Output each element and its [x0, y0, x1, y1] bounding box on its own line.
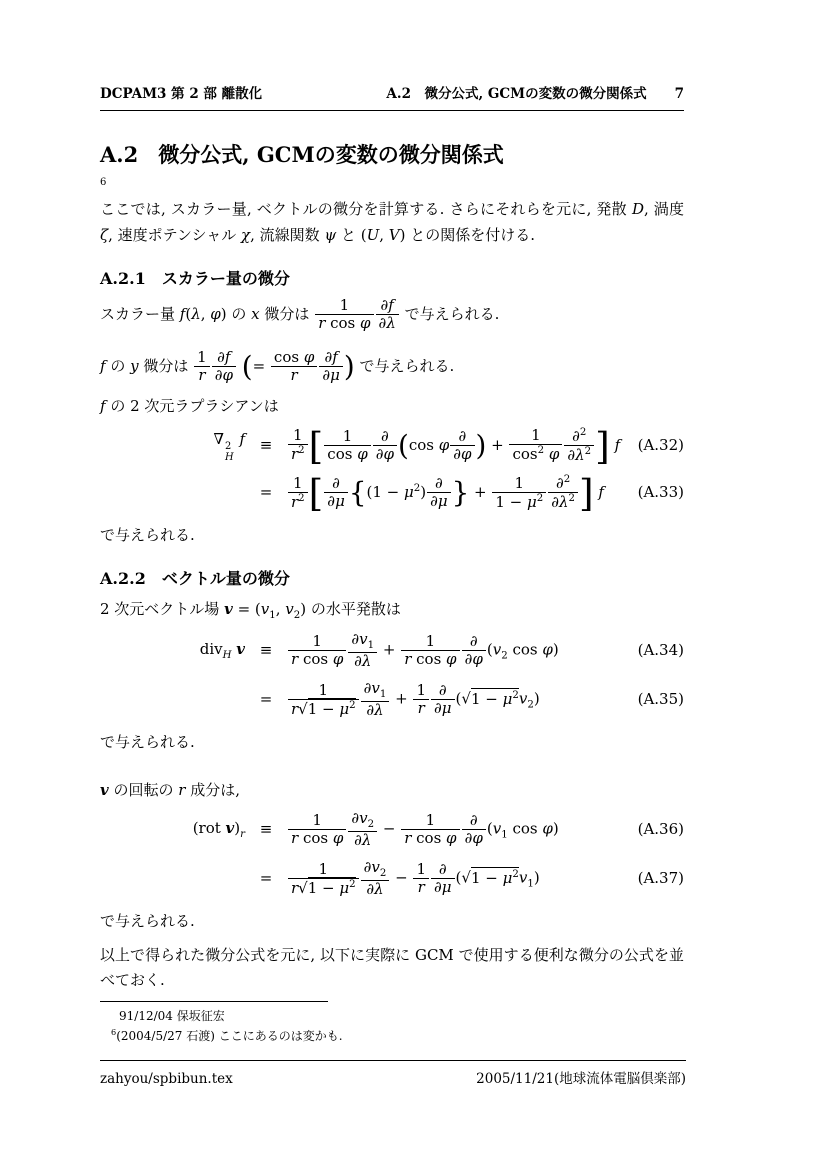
scalar-x-derivative-line: スカラー量 f(λ, φ) の x 微分は $\frac{1}{\text{r cos φ}}$ $\frac{\partial f}{\partial\lambda}$ で与えられる.	[100, 296, 500, 333]
page-content	[100, 86, 684, 994]
equation-row	[100, 854, 684, 903]
footnote-area	[100, 1001, 684, 1045]
equation-lhs	[100, 469, 245, 517]
running-header-section: A.2 微分公式, GCMの変数の微分関係式	[386, 86, 647, 102]
equation-relation: =	[259, 690, 273, 709]
equation-lhs: ∇ 2 H f	[213, 430, 245, 463]
running-header-left: DCPAM3 第 2 部 離散化	[100, 86, 263, 102]
equation-row	[100, 469, 684, 517]
footnote-line: $^6$(2004/5/27 石渡) ここにあるのは変かも.	[111, 1026, 343, 1043]
equation-number: (A.33)	[637, 483, 684, 502]
equation-rhs: $\frac{1}{r^2}$ [ ∂ ∂μ {$(1 - \mu^2)$ ∂ ∂μ } + $\frac{1}{1 - \mu^2}$ $\frac{\partial^2}{\partial\lambda^2}$ ] f	[287, 469, 622, 517]
equation-lhs	[100, 854, 245, 903]
running-header	[100, 86, 684, 111]
section-title	[100, 142, 684, 168]
equation-relation: ≡	[259, 820, 273, 839]
scalar-y-derivative-line: f の y 微分は $\frac{1}{r}$ $\frac{\partial f}{\partial\varphi}$ (= $\frac{\text{cos φ}}{r}$ $\frac{\partial f}{\partial\mu}$ ) で与えられる.	[100, 347, 455, 384]
intro-paragraph: ここでは, スカラー量, ベクトルの微分を計算する. さらにそれらを元に, 発散 D, 渦度 ζ, 速度ポテンシャル χ, 流線関数 ψ と (U, V) との関係を付ける.	[100, 200, 684, 244]
equation-block-divergence	[100, 626, 684, 724]
footnote-line: 91/12/04 保坂征宏	[119, 1009, 225, 1023]
vector-field-intro-line: 2 次元ベクトル場 $v = (v_1$, $v_2$) の水平発散は	[100, 600, 401, 622]
equation-rhs: $\frac{1}{\text{r cos φ}}$ $\frac{\partial v_1}{\partial\lambda}$ + $\frac{1}{\text{r cos φ}}$ ∂ ∂φ ($v_2$ cos φ)	[287, 626, 622, 675]
section-number: A.2	[100, 141, 139, 167]
subsection-title-text: ベクトル量の微分	[161, 569, 290, 589]
equation-rhs: $\frac{1}{r√1 - \mu^2}$ $\frac{\partial v_2}{\partial\lambda}$ − $\frac{1}{r}$ ∂ ∂μ $(√1 - \mu^2v_1)$	[287, 854, 622, 903]
subsection-number: A.2.2	[100, 569, 146, 589]
footnote-rule	[100, 1001, 328, 1002]
equation-row	[100, 805, 684, 854]
laplacian-intro-line: f の 2 次元ラプラシアンは	[100, 397, 279, 416]
given-by-line: で与えられる.	[100, 733, 195, 752]
equation-block-rotation	[100, 805, 684, 903]
equation-relation: =	[259, 869, 273, 888]
equation-rhs: $\frac{1}{r√1 - \mu^2}$ $\frac{\partial v_1}{\partial\lambda}$ + $\frac{1}{r}$ ∂ ∂μ $(√1 - \mu^2v_2)$	[287, 675, 622, 724]
subsection-heading-scalar	[100, 269, 684, 289]
equation-relation: ≡	[259, 641, 273, 660]
footer-date-credit: 2005/11/21(地球流体電脳倶楽部)	[476, 1071, 686, 1087]
given-by-line: で与えられる.	[100, 912, 195, 931]
equation-lhs	[100, 675, 245, 724]
equation-number: (A.36)	[637, 820, 684, 839]
page-footer	[100, 1060, 686, 1091]
footer-filename: zahyou/spbibun.tex	[100, 1071, 233, 1087]
section-title-text: 微分公式, GCMの変数の微分関係式	[158, 141, 504, 167]
equation-block-laplacian	[100, 422, 684, 517]
equation-relation: =	[259, 483, 273, 502]
given-by-line: で与えられる.	[100, 525, 195, 544]
equation-lhs: div$_H$ v	[199, 640, 245, 662]
equation-row	[100, 422, 684, 470]
subsection-heading-vector	[100, 569, 684, 589]
equation-number: (A.37)	[637, 869, 684, 888]
equation-relation: ≡	[259, 435, 273, 454]
equation-row	[100, 675, 684, 724]
equation-rhs: $\frac{1}{\text{r cos φ}}$ $\frac{\partial v_2}{\partial\lambda}$ − $\frac{1}{\text{r cos φ}}$ ∂ ∂φ ($v_1$ cos φ)	[287, 805, 622, 854]
subsection-number: A.2.1	[100, 269, 146, 289]
subsection-title-text: スカラー量の微分	[161, 269, 290, 289]
equation-row	[100, 626, 684, 675]
equation-lhs: (rot $v)_r$	[192, 819, 245, 841]
rotation-intro-line: v の回転の r 成分は,	[100, 780, 240, 799]
equation-number: (A.34)	[637, 641, 684, 660]
running-header-right	[386, 86, 684, 103]
equation-number: (A.32)	[637, 435, 684, 454]
footnote-marker: 6	[100, 177, 107, 189]
equation-number: (A.35)	[637, 690, 684, 709]
page-number: 7	[674, 86, 684, 102]
equation-rhs: $\frac{1}{r^2}$ [ $\frac{1}{\text{cos φ}}$ ∂ ∂φ (cos φ ∂ ∂φ ) + $\frac{1}{\cos^2 \varphi}$ $\frac{\partial^2}{\partial\lambda^2}$ ] f	[287, 422, 622, 470]
closing-paragraph: 以上で得られた微分公式を元に, 以下に実際に GCM で使用する便利な微分の公式を並べておく.	[100, 945, 684, 990]
